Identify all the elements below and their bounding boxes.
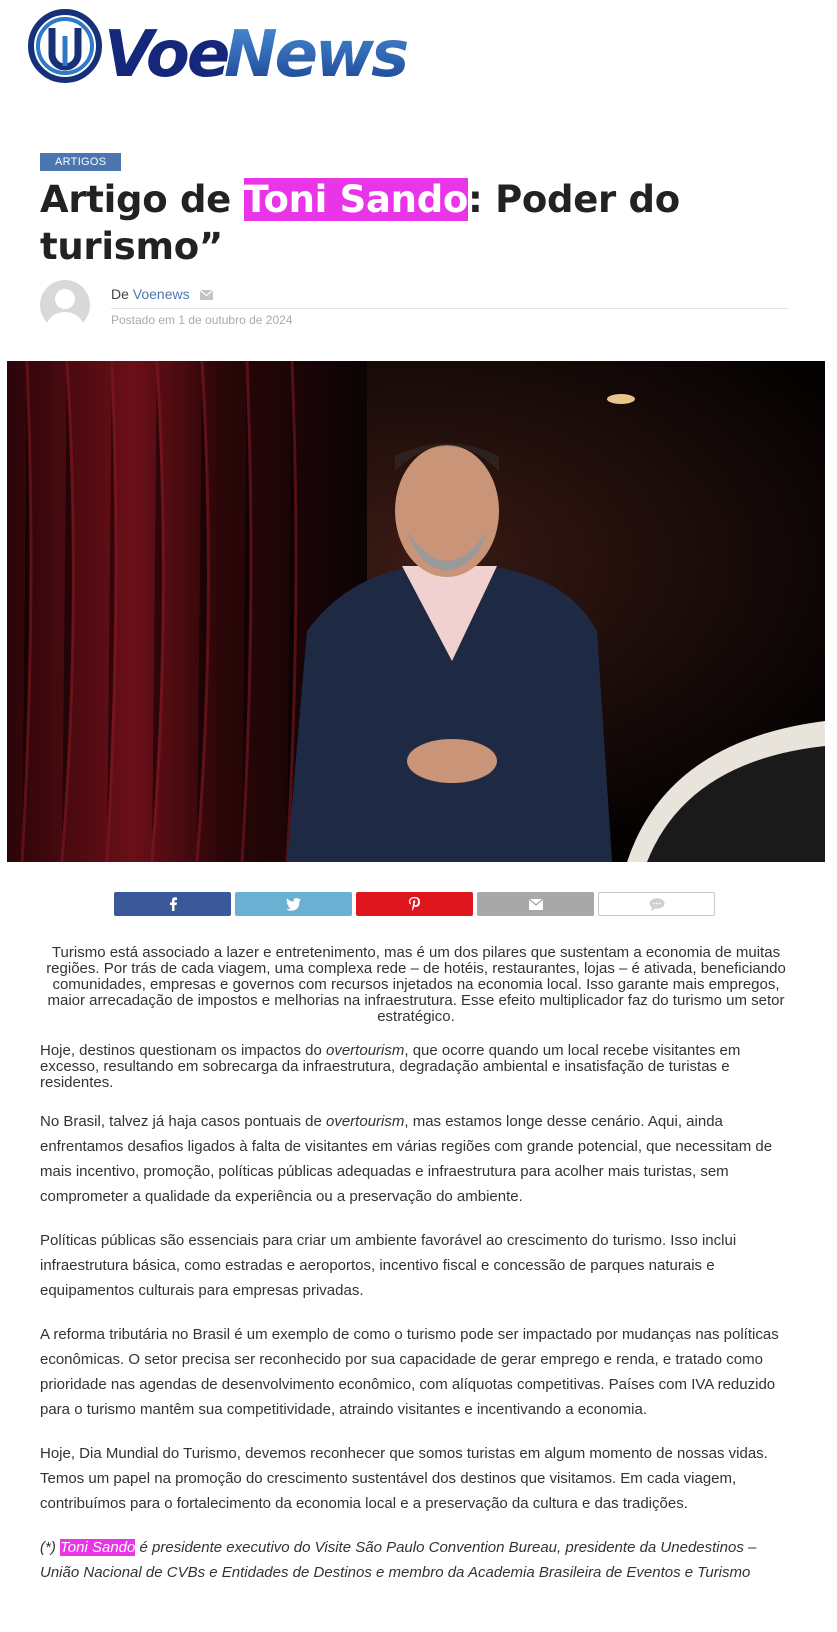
p3-emphasis: overtourism xyxy=(326,1113,405,1130)
p3-text-a: No Brasil, talvez já haja casos pontuais de xyxy=(40,1113,326,1130)
post-date: Postado em 1 de outubro de 2024 xyxy=(111,313,293,327)
article-body xyxy=(40,945,792,1585)
article-title xyxy=(40,176,800,270)
facebook-icon xyxy=(168,897,178,911)
author-credit xyxy=(40,1535,792,1585)
byline xyxy=(40,280,790,340)
email-icon xyxy=(529,899,543,910)
author-line xyxy=(111,286,789,309)
svg-text:Voe: Voe xyxy=(104,18,228,92)
pinterest-icon xyxy=(409,897,420,911)
portrait-photo-icon xyxy=(7,361,825,862)
comment-icon xyxy=(649,898,665,911)
svg-text:News: News xyxy=(224,18,407,92)
p2-text-a: Hoje, destinos questionam os impactos do xyxy=(40,1042,326,1059)
credit-prefix: (*) xyxy=(40,1539,60,1556)
author-avatar[interactable] xyxy=(40,280,90,330)
credit-rest: é presidente executivo do Visite São Paulo Convention Bureau, presidente da Unedestinos – União Nacional de CVBs e Entidades de Destinos e membro da Academia Brasileira de Eventos e Turismo xyxy=(40,1539,757,1581)
p3-text-b: , mas estamos longe desse cenário. Aqui, ainda enfrentamos desafios ligados à falta de visitantes em várias regiões com grande potencial, que necessitam de mais incentivo, promoção, políticas públicas adequadas e infraestrutura para acolher mais turistas, sem comprometer a qualidade da experiência ou a preservação do ambiente. xyxy=(40,1113,773,1205)
paragraph-5: A reforma tributária no Brasil é um exemplo de como o turismo pode ser impactado por mudanças nas políticas econômicas. O setor precisa ser reconhecido por sua capacidade de gerar emprego e renda, e tratado como prioridade nas agendas de desenvolvimento econômico, com alíquotas competitivas. Países com IVA reduzido para o turismo mantêm sua competitividade, atraindo visitantes e incentivando a economia. xyxy=(40,1326,779,1418)
paragraph-2 xyxy=(40,1043,792,1091)
p2-text-b: , que ocorre quando um local recebe visitantes em excesso, resultando em sobrecarga da infraestrutura, degradação ambiental e insatisfação de turistas e residentes. xyxy=(40,1042,741,1091)
title-prefix: Artigo de xyxy=(40,178,244,221)
paragraph-1: Turismo está associado a lazer e entretenimento, mas é um dos pilares que sustentam a economia de muitas regiões. Por trás de cada viagem, uma complexa rede – de hotéis, restaurantes, lojas – é ativada, beneficiando comunidades, empresas e governos com recursos injetados na economia local. Isso garante mais empregos, maior arrecadação de impostos e melhorias na infraestrutura. Esse efeito multiplicador faz do turismo um setor estratégico. xyxy=(46,944,786,1025)
byline-prefix: De xyxy=(111,286,133,302)
author-link[interactable]: Voenews xyxy=(132,286,190,302)
paragraph-3 xyxy=(40,1109,792,1209)
paragraph-6: Hoje, Dia Mundial do Turismo, devemos reconhecer que somos turistas em algum momento de nossas vidas. Temos um papel na promoção do crescimento sustentável dos destinos que visitamos. Em cada viagem, contribuímos para o fortalecimento da economia local e a preservação da cultura e das tradições. xyxy=(40,1445,768,1512)
envelope-icon[interactable] xyxy=(200,287,213,303)
user-placeholder-icon xyxy=(40,280,90,330)
site-logo[interactable] xyxy=(28,8,407,92)
title-suffix: : Poder do turismo” xyxy=(40,178,680,268)
share-email-button[interactable] xyxy=(477,892,594,916)
credit-name-highlight: Toni Sando xyxy=(60,1539,136,1556)
p2-emphasis: overtourism xyxy=(326,1042,405,1059)
hero-image xyxy=(7,361,825,862)
paragraph-4: Políticas públicas são essenciais para criar um ambiente favorável ao crescimento do turismo. Isso inclui infraestrutura básica, como estradas e aeroportos, incentivo fiscal e concessão de parques naturais e equipamentos culturais para empresas privadas. xyxy=(40,1232,737,1299)
share-twitter-button[interactable] xyxy=(235,892,352,916)
title-highlight: Toni Sando xyxy=(243,178,469,221)
twitter-icon xyxy=(286,898,301,910)
share-pinterest-button[interactable] xyxy=(356,892,473,916)
category-badge[interactable]: ARTIGOS xyxy=(40,153,121,171)
comments-button[interactable] xyxy=(598,892,715,916)
voenews-logo-icon xyxy=(28,8,407,92)
share-facebook-button[interactable] xyxy=(114,892,231,916)
